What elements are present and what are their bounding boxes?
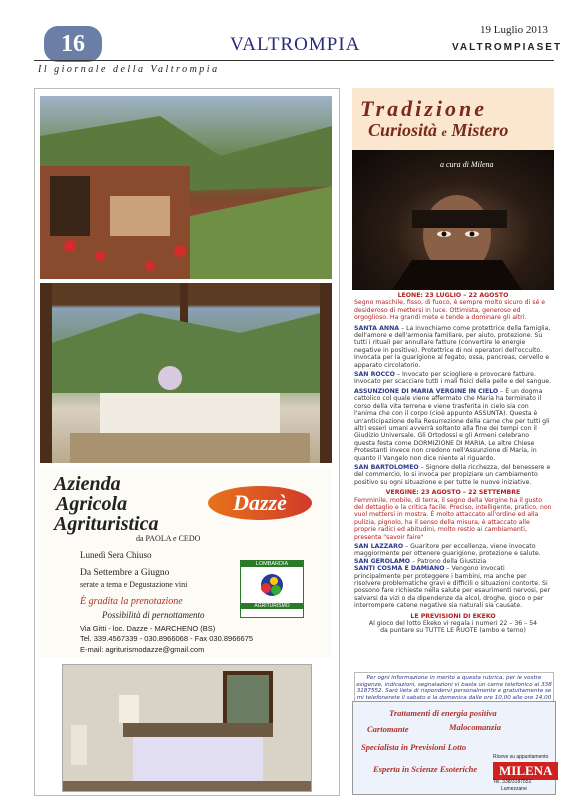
dazze-logo: Dazzè: [208, 486, 312, 520]
veranda-photo: [40, 283, 332, 463]
bartolomeo-text: – Signore della ricchezza, del benessere e del commercio, lo si invoca per propiziare un cambiamento positivo su ogni situazione e per tutte le nuove iniziative.: [354, 463, 551, 486]
assunzione-text: – È un dogma cattolico col quale viene affermato che Maria ha terminato il corso della vita terrena e viene trasferita in cielo sia con l'anima che con il corpo (cioè appunto ASSUNTA). Questa è un'anticipazione della Resurrezione della carne che per tutti gli altri esseri umani avverrà soltanto alla fine dei tempi con il Giudizio Universale. Gli Ortodossi e gli Armeni celebrano questa festa come DORMIZIONE DI MARIA. Le altre Chiese Protestanti invece non credono nell'Assunzione di Maria, in quanto il Vangelo non dice niente al riguardo.: [354, 387, 550, 462]
rocco-text: – Invocato per sciogliere e provocare fatture. Invocato per scacciare tutti i mali fisici della pelle e del sangue.: [354, 371, 552, 386]
anna-heading: SANTA ANNA: [354, 324, 400, 332]
lombardia-badge: [240, 560, 304, 618]
lazzaro-text: – Guaritore per eccellenza, viene invocato maggiormente per ottenere guarigione, protezione e salute.: [354, 543, 541, 558]
assunzione-heading: ASSUNZIONE DI MARIA VERGINE IN CIELO: [354, 387, 499, 395]
cosma-heading: SANTI COSMA E DAMIANO: [354, 565, 445, 573]
ad-title-2: Agricola: [56, 493, 128, 515]
ekeko-heading: LE PREVISIONI DI EKEKO: [410, 612, 496, 620]
ad-closed: Lunedì Sera Chiuso: [80, 550, 152, 560]
veranda-photo-illustration: [40, 283, 332, 463]
leone-text: Segno maschile, fisso, di fuoco, è sempre molto sicuro di sé e desideroso di mettersi in luce. Ottimista, generoso ed orgoglioso. Ha grandi mete e tende a dominare gli altri.: [354, 299, 546, 322]
badge-bottom: AGRITURISMO: [241, 603, 303, 609]
ekeko-text-2: da puntare su TUTTE LE RUOTE (ambo e terno): [380, 627, 526, 635]
page-number: 16: [44, 26, 102, 62]
ad-title-1: Azienda: [54, 473, 121, 495]
service-5: Esperta in Scienze Esoteriche: [373, 764, 478, 774]
agriturismo-ad: [40, 468, 332, 658]
ad-title-3: Agrituristica: [54, 513, 159, 535]
ad-overnight: Possibilità di pernottamento: [102, 610, 205, 620]
newspaper-subtitle: Il giornale della Valtrompia: [38, 64, 220, 75]
anna-text: – La invochiamo come protettrice della famiglia, dell'amore e dell'armonia familiare, per aiuto, protezione. Su tutti i rituali per annullare fatture (convertire le energie negative in positive). Protettrice di noi operatori dell'occulto. Invocata per la guarigione al fegato, ossa, pancreas, cervello e apparato circolatorio.: [354, 324, 551, 369]
ad-booking: È gradita la prenotazione: [80, 596, 183, 607]
service-1: Trattamenti di energia positiva: [389, 708, 497, 718]
badge-flower-icon: [241, 567, 303, 603]
rocco-heading: SAN ROCCO: [354, 371, 395, 379]
ad-owners: da PAOLA e CEDO: [136, 534, 201, 543]
header-rule: [34, 60, 554, 61]
veiled-face-illustration: [352, 150, 554, 290]
ad-phone: Tel. 339.4567339 - 030.8966068 - Fax 030.8966675: [80, 634, 254, 643]
ad-season-2: serate a tema e Degustazione vini: [80, 580, 188, 589]
publication-name: VALTROMPIA: [230, 34, 361, 55]
column-title-2b: e: [441, 125, 447, 139]
terrace-photo-illustration: [40, 96, 332, 279]
ekeko-text-1: Al gioco del lotto Ekeko vi regala i numeri 22 – 36 – 54: [368, 620, 538, 628]
receive-note: Riceve su appuntamento: [493, 754, 549, 760]
vergine-heading: VERGINE: 23 AGOSTO – 22 SETTEMBRE: [385, 489, 521, 497]
bartolomeo-heading: SAN BARTOLOMEO: [354, 463, 419, 471]
vergine-text: Femminile, mobile, di terra, il segno della Vergine ha il gusto del dettaglio e la critica facile. Preciso, intelligente, pratico, non vuol mettersi in mostra. È molto attaccato all'ordine ed alla pulizia, pignolo, ha il senso della misura, è attaccato alle proprie radici ed abitudini, molto restio ai cambiamenti, presenta "savoir faire": [354, 496, 552, 541]
info-note: Per ogni informazione in merito a questa rubrica, per le vostre esigenze, indicazioni, segnalazioni vi basta un carne telefonico al 338 3187552. Sarò lieta di rispondervi personalmente e gratuitamente se mi telefonerete il sabato e la domenica dalle ore 10,00 alle ore 14,00: [354, 672, 554, 704]
section-name: VALTROMPIASET: [452, 42, 563, 53]
milena-services-box: [352, 701, 556, 795]
column-body: [354, 292, 552, 635]
column-title-2c: Mistero: [451, 120, 509, 140]
milena-label: MILENA: [493, 762, 558, 780]
badge-top: LOMBARDIA: [241, 561, 303, 567]
ad-email: E-mail: agriturismodazze@gmail.com: [80, 645, 205, 654]
column-title-2a: Curiosità: [368, 120, 438, 140]
service-4: Specialista in Previsioni Lotto: [361, 742, 467, 752]
ad-season-1: Da Settembre a Giugno: [80, 568, 170, 578]
bedroom-photo-illustration: [63, 665, 311, 791]
milena-portrait: [352, 150, 554, 290]
bedroom-photo: [62, 664, 312, 792]
column-byline: a cura di Milena: [440, 160, 494, 169]
column-title-1: Tradizione: [360, 96, 487, 121]
column-title-2: [368, 120, 508, 141]
issue-date: 19 Luglio 2013: [480, 24, 548, 36]
leone-heading: LEONE: 23 LUGLIO – 22 AGOSTO: [397, 292, 509, 299]
ad-address: Via Gitti - loc. Dazze - MARCHENO (BS): [80, 624, 216, 633]
service-3: Malocomanzia: [449, 722, 501, 732]
gerolamo-text: – Patrono della Giustizia: [410, 557, 487, 565]
gerolamo-heading: SAN GEROLAMO: [354, 557, 411, 565]
service-2: Cartomante: [367, 724, 409, 734]
cosma-text: – Vengono invocati principalmente per proteggere i bambini, ma anche per risolvere problematiche gravi e difficili o situazioni contorte. Si possono fare richieste nella salute per esaurimenti nervosi, per salvarsi da vizi o da dipendenze da alcol, droghe, gioco o per interrompere catene negative sia naturali sia causate.: [354, 565, 551, 610]
terrace-photo: [40, 96, 332, 279]
milena-phone: Tel. 338/3187552: [493, 779, 532, 785]
lazzaro-heading: SAN LAZZARO: [354, 543, 404, 550]
milena-city: Lumezzane: [501, 786, 527, 792]
